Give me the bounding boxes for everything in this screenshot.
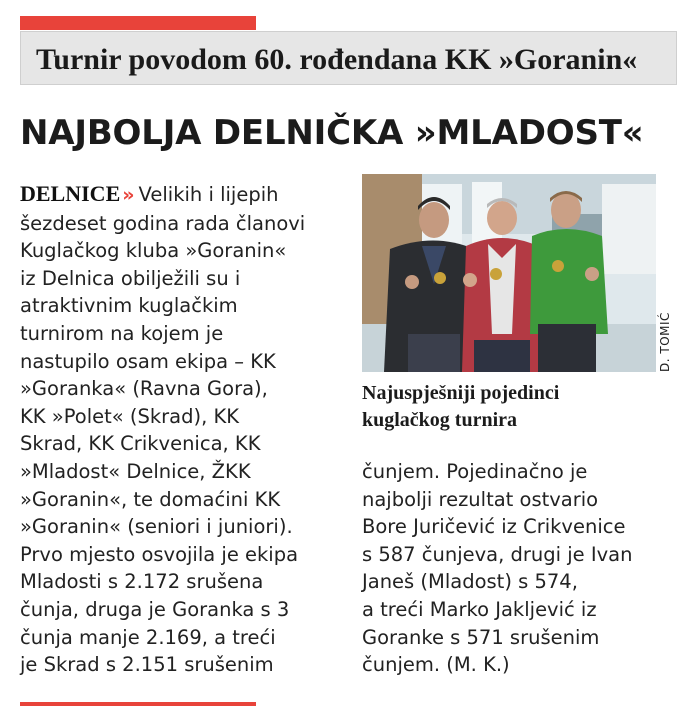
photo-credit: D. TOMIĆ <box>658 312 672 372</box>
article-line: Kuglačkog kluba »Goranin« <box>20 239 287 263</box>
bowling-hall-photo-image <box>362 174 656 372</box>
article-line: turnirom na kojem je <box>20 321 224 345</box>
article-first-line <box>20 180 350 210</box>
article-column-left <box>20 180 350 679</box>
article-line: s 587 čunjeva, drugi je Ivan <box>362 542 633 566</box>
bottom-accent-rule <box>20 702 256 706</box>
headline: NAJBOLJA DELNIČKA »MLADOST« <box>20 113 644 153</box>
article-line: čunjem. Pojedinačno je <box>362 460 588 483</box>
photo-caption <box>362 380 662 434</box>
article-line: KK »Polet« (Skrad), KK <box>20 404 240 428</box>
article-line: Skrad, KK Crikvenica, KK <box>20 432 261 456</box>
article-line: »Goranin« (seniori i juniori). <box>20 515 293 539</box>
article-line: Prvo mjesto osvojila je ekipa <box>20 542 299 566</box>
article-line: čunjem. (M. K.) <box>362 653 510 677</box>
top-accent-rule <box>20 16 256 30</box>
article-line: »Goranka« (Ravna Gora), <box>20 377 268 401</box>
article-line: čunja manje 2.169, a treći <box>20 625 276 649</box>
article-line: je Skrad s 2.151 srušenim <box>20 653 274 677</box>
article-line: šezdeset godina rada članovi <box>20 211 306 235</box>
article-line: atraktivnim kuglačkim <box>20 294 238 318</box>
article-line: Bore Juričević iz Crikvenice <box>362 515 626 539</box>
caption-line: Najuspješniji pojedinci <box>362 382 560 404</box>
article-line: »Goranin«, te domaćini KK <box>20 487 281 511</box>
article-line: Mladosti s 2.172 srušena <box>20 570 264 594</box>
article-column-right <box>362 458 682 679</box>
article-line: iz Delnica obilježili su i <box>20 266 241 290</box>
article-line: a treći Marko Jakljević iz <box>362 597 597 621</box>
caption-line: kuglačkog turnira <box>362 409 518 431</box>
dateline-marker: » <box>122 184 135 206</box>
article-line: nastupilo osam ekipa – KK <box>20 349 276 373</box>
dateline: DELNICE <box>20 181 121 206</box>
article-line: Goranke s 571 srušenim <box>362 625 600 649</box>
article-line: čunja, druga je Goranka s 3 <box>20 597 290 621</box>
article-line: Velikih i lijepih <box>138 183 279 206</box>
article-line: »Mladost« Delnice, ŽKK <box>20 459 251 483</box>
article-line: najbolji rezultat ostvario <box>362 487 599 511</box>
kicker-title: Turnir povodom 60. rođendana KK »Goranin« <box>36 43 638 76</box>
article-line: Janeš (Mladost) s 574, <box>362 570 578 594</box>
news-photo <box>362 174 656 372</box>
